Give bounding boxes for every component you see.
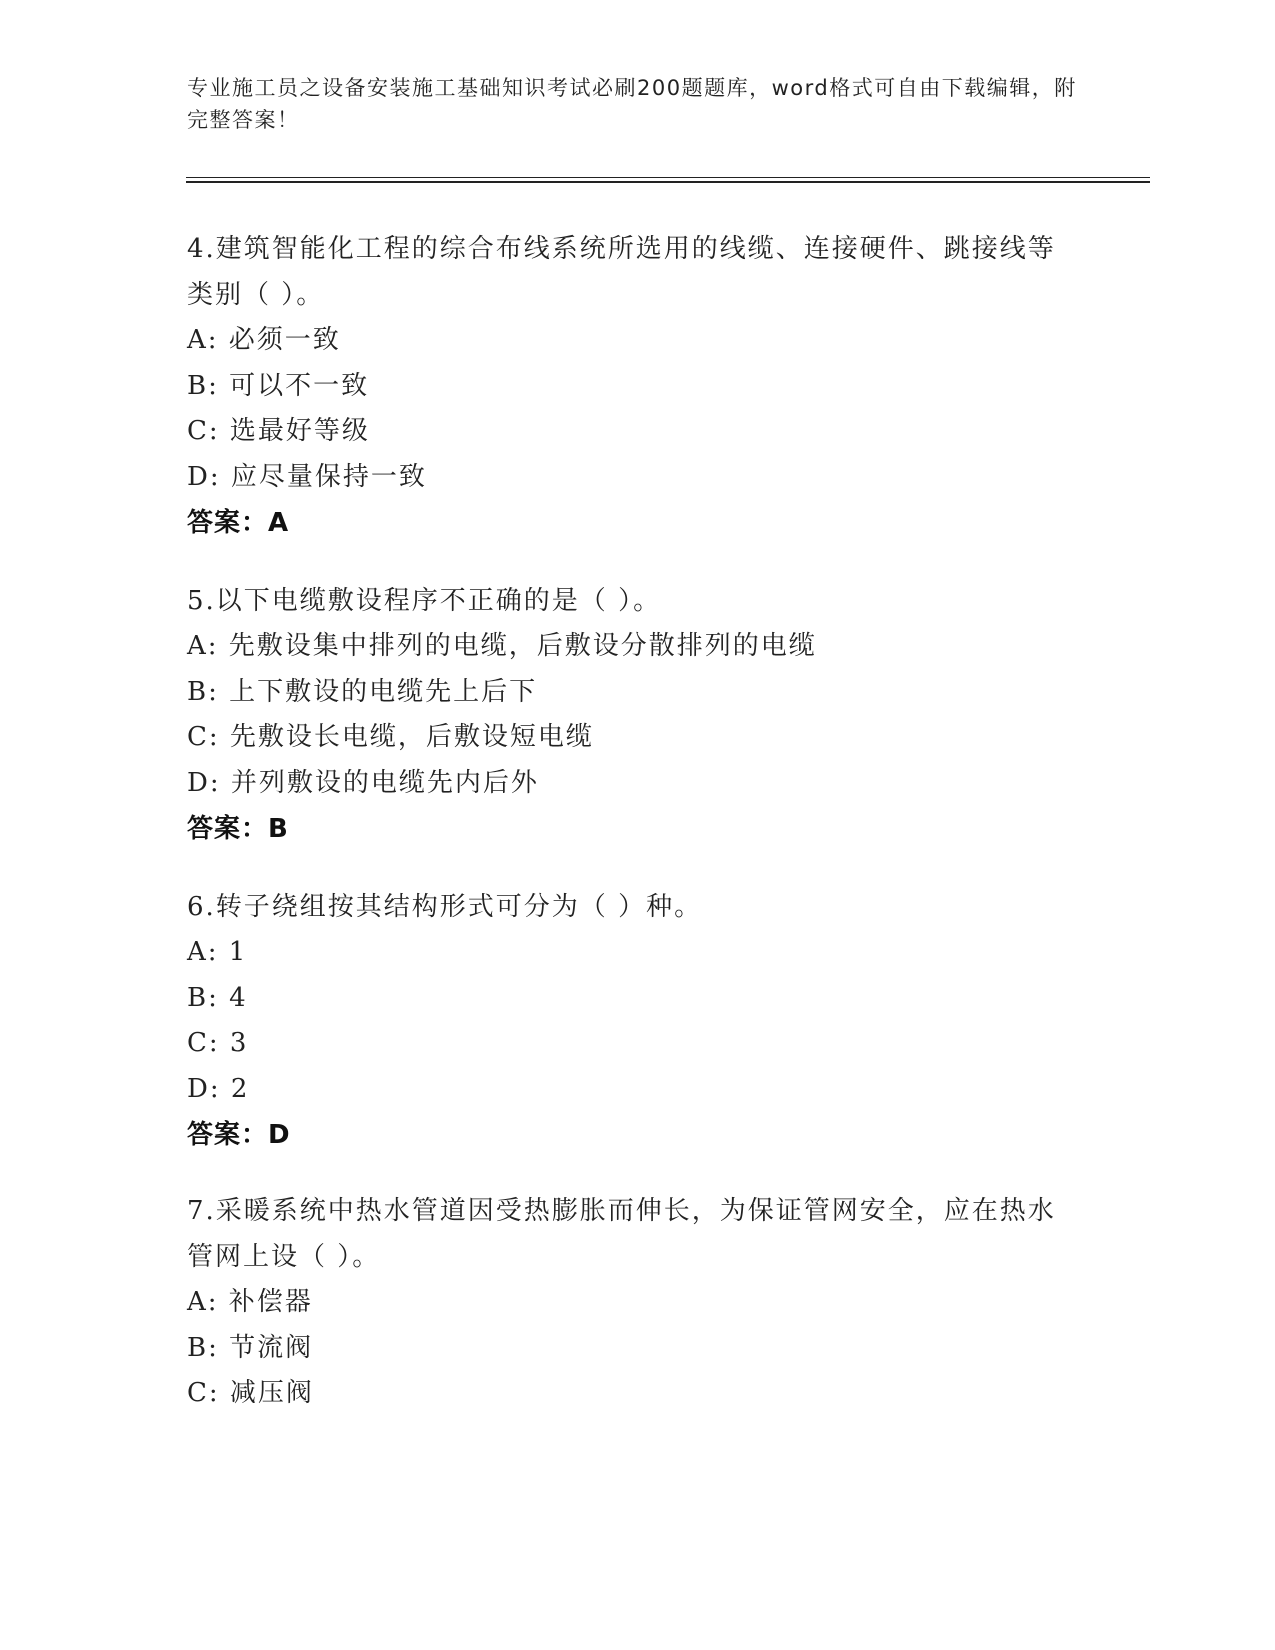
option-c: C: 减压阀 [187, 1378, 314, 1408]
answer-label: 答案：A [187, 508, 290, 538]
option-a: A: 补偿器 [187, 1287, 313, 1317]
option-c: C: 先敷设长电缆，后敷设短电缆 [187, 722, 594, 752]
option-a: A: 1 [187, 937, 248, 967]
header-divider-thin [186, 177, 1150, 178]
option-d: D: 应尽量保持一致 [187, 461, 427, 492]
question-7 [187, 1188, 1067, 1417]
question-4 [187, 226, 1067, 546]
answer-label: 答案：B [187, 814, 289, 844]
option-d: D: 2 [187, 1073, 250, 1104]
option-a: A: 必须一致 [187, 325, 341, 355]
document-header: 专业施工员之设备安装施工基础知识考试必刷200题题库，word格式可自由下载编辑，附完整答案！ [187, 76, 1077, 132]
question-6 [187, 884, 1067, 1158]
question-stem: 5.以下电缆敷设程序不正确的是（ ）。 [187, 586, 662, 616]
option-b: B: 节流阀 [187, 1332, 314, 1363]
option-b: B: 4 [187, 982, 248, 1013]
option-c: C: 选最好等级 [187, 416, 370, 446]
question-5 [187, 578, 1067, 852]
header-divider-thick [186, 181, 1150, 183]
option-b: B: 可以不一致 [187, 370, 370, 401]
option-c: C: 3 [187, 1028, 249, 1058]
question-stem: 7.采暖系统中热水管道因受热膨胀而伸长，为保证管网安全，应在热水管网上设（ ）。 [187, 1196, 1056, 1272]
question-stem: 6.转子绕组按其结构形式可分为（ ）种。 [187, 892, 703, 922]
question-stem: 4.建筑智能化工程的综合布线系统所选用的线缆、连接硬件、跳接线等类别（ ）。 [187, 234, 1056, 310]
answer-label: 答案：D [187, 1120, 291, 1150]
option-a: A: 先敷设集中排列的电缆，后敷设分散排列的电缆 [187, 631, 817, 661]
option-d: D: 并列敷设的电缆先内后外 [187, 767, 539, 798]
option-b: B: 上下敷设的电缆先上后下 [187, 676, 538, 707]
